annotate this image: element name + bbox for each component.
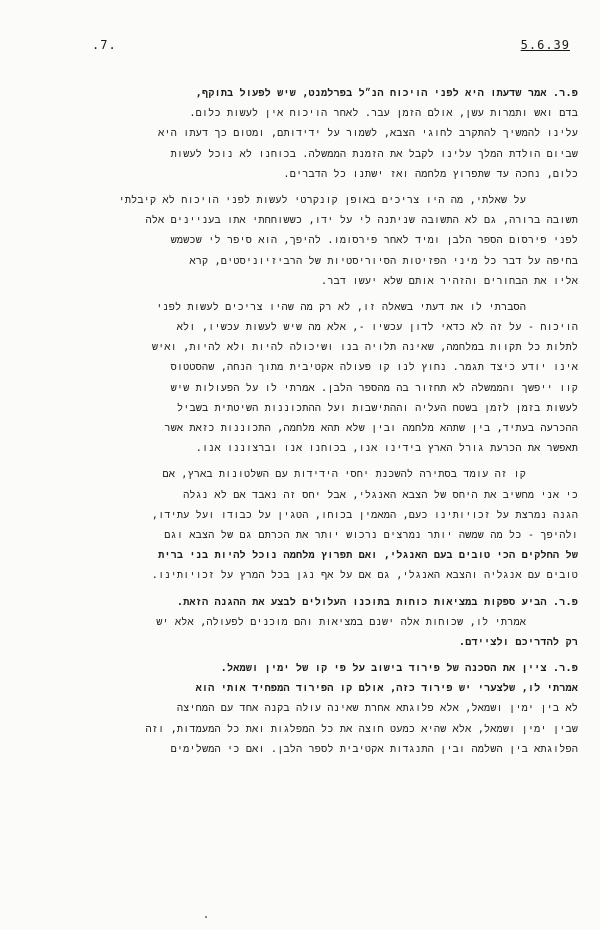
text-line: כלום, נחכה עד שתפרוץ מלחמה ואז ישתנו כל הדברים. — [283, 168, 578, 180]
text-line: כי אני מחשיב את היחס של הצבא האנגלי, אבל יחס זה נאבד אם לא נגלה — [183, 489, 578, 501]
text-line: פ.ר. ציין את הסכנה של פירוד בישוב על פי קו של ימין ושמאל. — [220, 663, 578, 675]
text-line: בחיפה על דבר כל מיני הפזיטות הסיוריסטיות של הרביזיוניסטים, קרא — [189, 255, 578, 267]
text-line: קו זה עומד בסתירה להשכנת יחסי הידידות עם השלטונות בארץ, אם — [162, 469, 526, 481]
text-line: פ.ר. אמר שדעתו היא לפני הויכוח הנ״ל בפרלמנט, שיש לפעול בתוקף, — [195, 88, 578, 99]
text-line: אמרתי לו, שכוחות אלה ישנם במציאות והם מוכנים לפעולה, אלא יש — [156, 616, 526, 628]
text-line: טובים עם אנגליה והצבא האנגלי, גם אם על אף נגן בכל המרץ על זכויותינו. — [151, 570, 578, 582]
text-line: אליו את הבחורים והזהיר אותם שלא יעשו דבר. — [321, 275, 578, 287]
text-line: רק להדריכם ולציידם. — [458, 636, 578, 648]
text-line: ההכרעה בעתיד, בין שתהא מלחמה ובין שלא תהא מלחמה, התכוננות כזאת אשר — [164, 423, 578, 434]
text-line: הפלוגתא בין השלמה ובין התנגדות אקטיבית לספר הלבן. ואם כי המשלימים — [170, 743, 578, 755]
text-line: ולהיפך - כל מה שמשה יותר נמרצים נרכוש יותר את הכרתם גם של הצבא וגם — [164, 529, 578, 541]
text-line: לעשות בזמן לזמן בשטח העליה וההתישבות ועל ההתכוננות השיטתית בשביל — [176, 402, 578, 414]
document-body — [22, 84, 578, 760]
text-line: הסברתי לו את דעתי בשאלה זו, לא רק מה שהיו צריכים לעשות לפני — [156, 301, 526, 313]
text-line: לפני פירסום הספר הלבן ומיד לאחר פירסומו. להיפך, הוא סיפר לי שכשמש — [170, 235, 578, 247]
text-line: הגנה נמרצת על זכויותינו כעם, המאמין בכוחו, הטגין על כבודו ועל עתידו, — [151, 509, 578, 521]
text-line: בדם ואש ותמרות עשן, אולם הזמן עבר. לאחר הויכוח אין לעשות כלום. — [189, 108, 578, 120]
text-line: עלינו להמשיך להתקרב לחוגי הצבא, לשמור על ידידותם, ומטום כך דעתו היא — [158, 128, 578, 140]
page-header — [30, 38, 570, 58]
text-line: הויכוח - על זה לא כדאי לדון עכשיו -, אלא מה שיש לעשות עכשיו, ולא — [176, 322, 578, 334]
text-line: תאפשר את הכרעת גורל הארץ בידינו אנו, בכוחנו אנו וברצוננו אנו. — [195, 443, 578, 455]
text-line: שבין ימין ושמאל, אלא שהיא כמעט חוצה את כל המפלגות ואת כל המעמדות, וזה — [145, 723, 578, 735]
page-number: .7. — [92, 38, 117, 52]
stray-mark — [205, 916, 207, 918]
text-line: אמרתי לו, שלצערי יש פירוד כזה, אולם קו הפירוד המפחיד אותי הוא — [195, 683, 578, 695]
text-line: פ.ר. הביע ספקות במציאות כוחות בתוכנו העלולים לבצע את ההגנה הזאת. — [176, 596, 578, 608]
document-date: 5.6.39 — [520, 38, 570, 52]
text-line: של החלקים הכי טובים בעם האנגלי, ואם תפרוץ מלחמה נוכל להיות בני ברית — [158, 550, 578, 562]
text-line: לתלות כל תקוות במלחמה, שאינה תלויה בנו ושיכולה להיות ולא להיות, ואיש — [151, 342, 578, 354]
text-line: קוו ייפשך והממשלה לא תחזור בה מהספר הלבן. אמרתי לו על הפעולות שיש — [170, 382, 578, 394]
text-line: שביום הולדת המלך עלינו לקבל את הזמנת הממשלה. בכוחנו לא נוכל לעשות — [170, 148, 578, 160]
text-line: אינו יודע כיצד תגמר. נחוץ לנו קו פעולה אקטיבית מתוך הנחה, שהסטטוס — [170, 362, 578, 374]
text-line: תשובה ברורה, גם לא התשובה שניתנה לי על ידו, כששוחחתי אתו בעניינים אלה — [145, 215, 578, 227]
text-line: לא בין ימין ושמאל, אלא פלוגתא אחרת שאינה עולה בקנה אחד עם המחיצה — [176, 703, 578, 715]
text-line: על שאלתי, מה היו צריכים באופן קונקרטי לעשות לפני הויכוח לא קיבלתי — [118, 194, 526, 206]
